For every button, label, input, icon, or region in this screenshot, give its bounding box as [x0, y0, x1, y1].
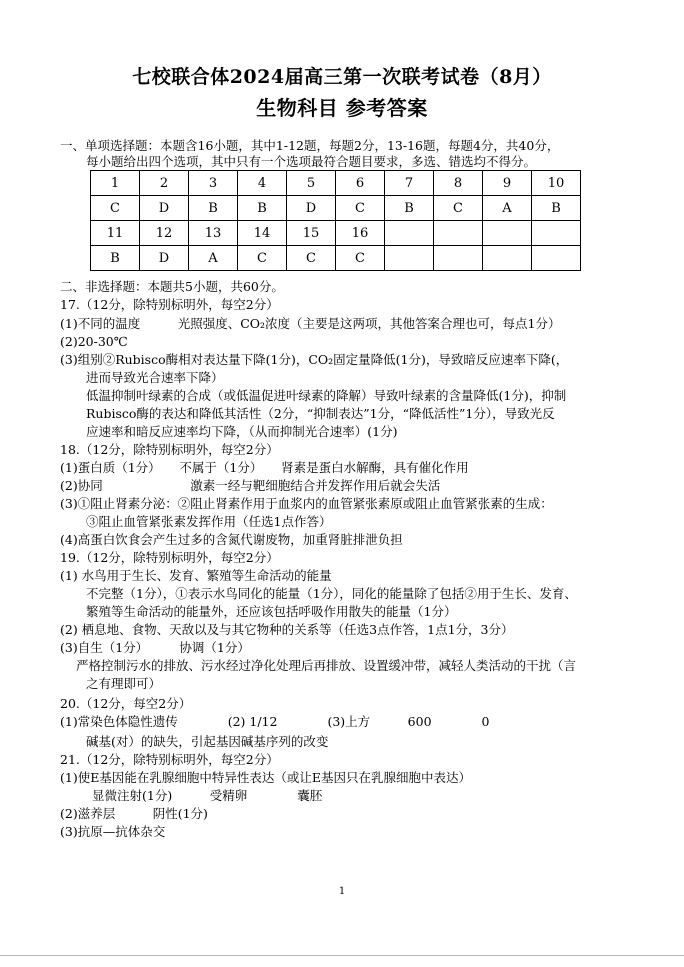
q18-line: (1)蛋白质（1分） 不属于（1分） 肾素是蛋白水解酶，具有催化作用: [60, 460, 469, 475]
q18-heading: 18.（12分，除特别标明外，每空2分）: [60, 442, 279, 457]
q19-line: 严格控制污水的排放、污水经过净化处理后再排放、设置缓冲带，减轻人类活动的干扰（言: [76, 658, 577, 673]
q17-line: 进而导致光合速率下降）: [86, 370, 224, 385]
cell: B: [91, 246, 140, 271]
section1-instruction-cont: 每小题给出四个选项，其中只有一个选项最符合题目要求，多选、错选均不得分。: [86, 154, 537, 169]
cell: C: [238, 246, 287, 271]
cell: 7: [385, 171, 434, 196]
q21-line: (3)抗原—抗体杂交: [60, 824, 166, 839]
q17-line: (3)组别②Rubisco酶相对表达量下降(1分)，CO₂固定量降低(1分)，导致暗反应速率下降(，: [60, 352, 569, 367]
cell: 8: [434, 171, 483, 196]
q21-line: 显微注射(1分) 受精卵 囊胚: [92, 788, 323, 803]
q19-line: (2) 栖息地、食物、天敌以及与其它物种的关系等（任选3点作答，1点1分，3分）: [60, 622, 514, 637]
q18-line: (4)高蛋白饮食会产生过多的含氮代谢废物，加重肾脏排泄负担: [60, 532, 403, 547]
cell: 15: [287, 221, 336, 246]
cell: B: [532, 196, 581, 221]
cell: 13: [189, 221, 238, 246]
cell: A: [189, 246, 238, 271]
q18-line: (3)①阻止肾素分泌：②阻止肾素作用于血浆内的血管紧张素原或阻止血管紧张素的生成：: [60, 496, 553, 511]
cell: [532, 246, 581, 271]
q20-heading: 20.（12分，每空2分）: [60, 696, 192, 711]
answer-row-numbers-1: [91, 171, 581, 196]
q21-heading: 21.（12分，除特别标明外，每空2分）: [60, 752, 279, 767]
cell: C: [434, 196, 483, 221]
cell: C: [91, 196, 140, 221]
cell: [385, 246, 434, 271]
cell: D: [140, 246, 189, 271]
cell: C: [287, 246, 336, 271]
cell: 10: [532, 171, 581, 196]
q17-line: 低温抑制叶绿素的合成（或低温促进叶绿素的降解）导致叶绿素的含量降低(1分)，抑制: [86, 388, 567, 403]
q19-heading: 19.（12分，除特别标明外，每空2分）: [60, 550, 279, 565]
cell: [483, 221, 532, 246]
q21-line: (1)使E基因能在乳腺细胞中特异性表达（或让E基因只在乳腺细胞中表达）: [60, 770, 471, 785]
answer-table: [90, 170, 581, 271]
q17-line: (2)20-30℃: [60, 334, 128, 349]
exam-subtitle: 生物科目 参考答案: [256, 96, 428, 120]
cell: 3: [189, 171, 238, 196]
cell: 6: [336, 171, 385, 196]
cell: [434, 221, 483, 246]
cell: B: [385, 196, 434, 221]
q18-line: ③阻止血管紧张素发挥作用（任选1点作答）: [86, 514, 332, 529]
cell: 12: [140, 221, 189, 246]
q17-line: (1)不同的温度 光照强度、CO₂浓度（主要是这两项，其他答案合理也可，每点1分）: [60, 316, 561, 331]
q19-line: (3)自生（1分） 协调（1分）: [60, 640, 250, 655]
cell: [483, 246, 532, 271]
q19-line: 繁殖等生命活动的能量外，还应该包括呼吸作用散失的能量（1分）: [86, 604, 457, 619]
cell: 16: [336, 221, 385, 246]
q21-line: (2)滋养层 阴性(1分): [60, 806, 208, 821]
exam-title: 七校联合体2024届高三第一次联考试卷（8月）: [132, 66, 552, 88]
answer-row-answers-2: [91, 246, 581, 271]
cell: D: [140, 196, 189, 221]
answer-row-answers-1: [91, 196, 581, 221]
cell: [434, 246, 483, 271]
cell: C: [336, 246, 385, 271]
cell: 1: [91, 171, 140, 196]
answer-row-numbers-2: [91, 221, 581, 246]
cell: B: [238, 196, 287, 221]
q17-line: 应速率和暗反应速率均下降，（从而抑制光合速率）(1分): [86, 424, 398, 439]
q19-line: 之有理即可）: [86, 676, 162, 691]
cell: D: [287, 196, 336, 221]
q17-line: Rubisco酶的表达和降低其活性（2分，“抑制表达”1分，“降低活性”1分），导致光反: [86, 406, 555, 421]
cell: B: [189, 196, 238, 221]
page-number: 1: [338, 886, 346, 897]
cell: 5: [287, 171, 336, 196]
section2-heading: 二、非选择题：本题共5小题，共60分。: [60, 279, 284, 294]
cell: [532, 221, 581, 246]
cell: 9: [483, 171, 532, 196]
cell: A: [483, 196, 532, 221]
cell: 11: [91, 221, 140, 246]
q19-line: 不完整（1分），①表示水鸟同化的能量（1分），同化的能量除了包括②用于生长、发育、: [86, 586, 577, 601]
cell: 14: [238, 221, 287, 246]
cell: [385, 221, 434, 246]
q17-heading: 17.（12分，除特别标明外，每空2分）: [60, 297, 279, 312]
cell: C: [336, 196, 385, 221]
cell: 4: [238, 171, 287, 196]
q20-line: 碱基(对）的缺失，引起基因碱基序列的改变: [86, 734, 329, 749]
page-bottom-divider: [0, 955, 684, 956]
section1-instruction: 一、单项选择题：本题含16小题，其中1-12题，每题2分，13-16题，每题4分，共40分，: [60, 138, 560, 153]
q19-line: (1) 水鸟用于生长、发育、繁殖等生命活动的能量: [60, 568, 332, 583]
q18-line: (2)协同 激素一经与靶细胞结合并发挥作用后就会失活: [60, 478, 441, 493]
cell: 2: [140, 171, 189, 196]
q20-line: (1)常染色体隐性遗传 (2) 1/12 (3)上方 600 0: [60, 714, 490, 729]
